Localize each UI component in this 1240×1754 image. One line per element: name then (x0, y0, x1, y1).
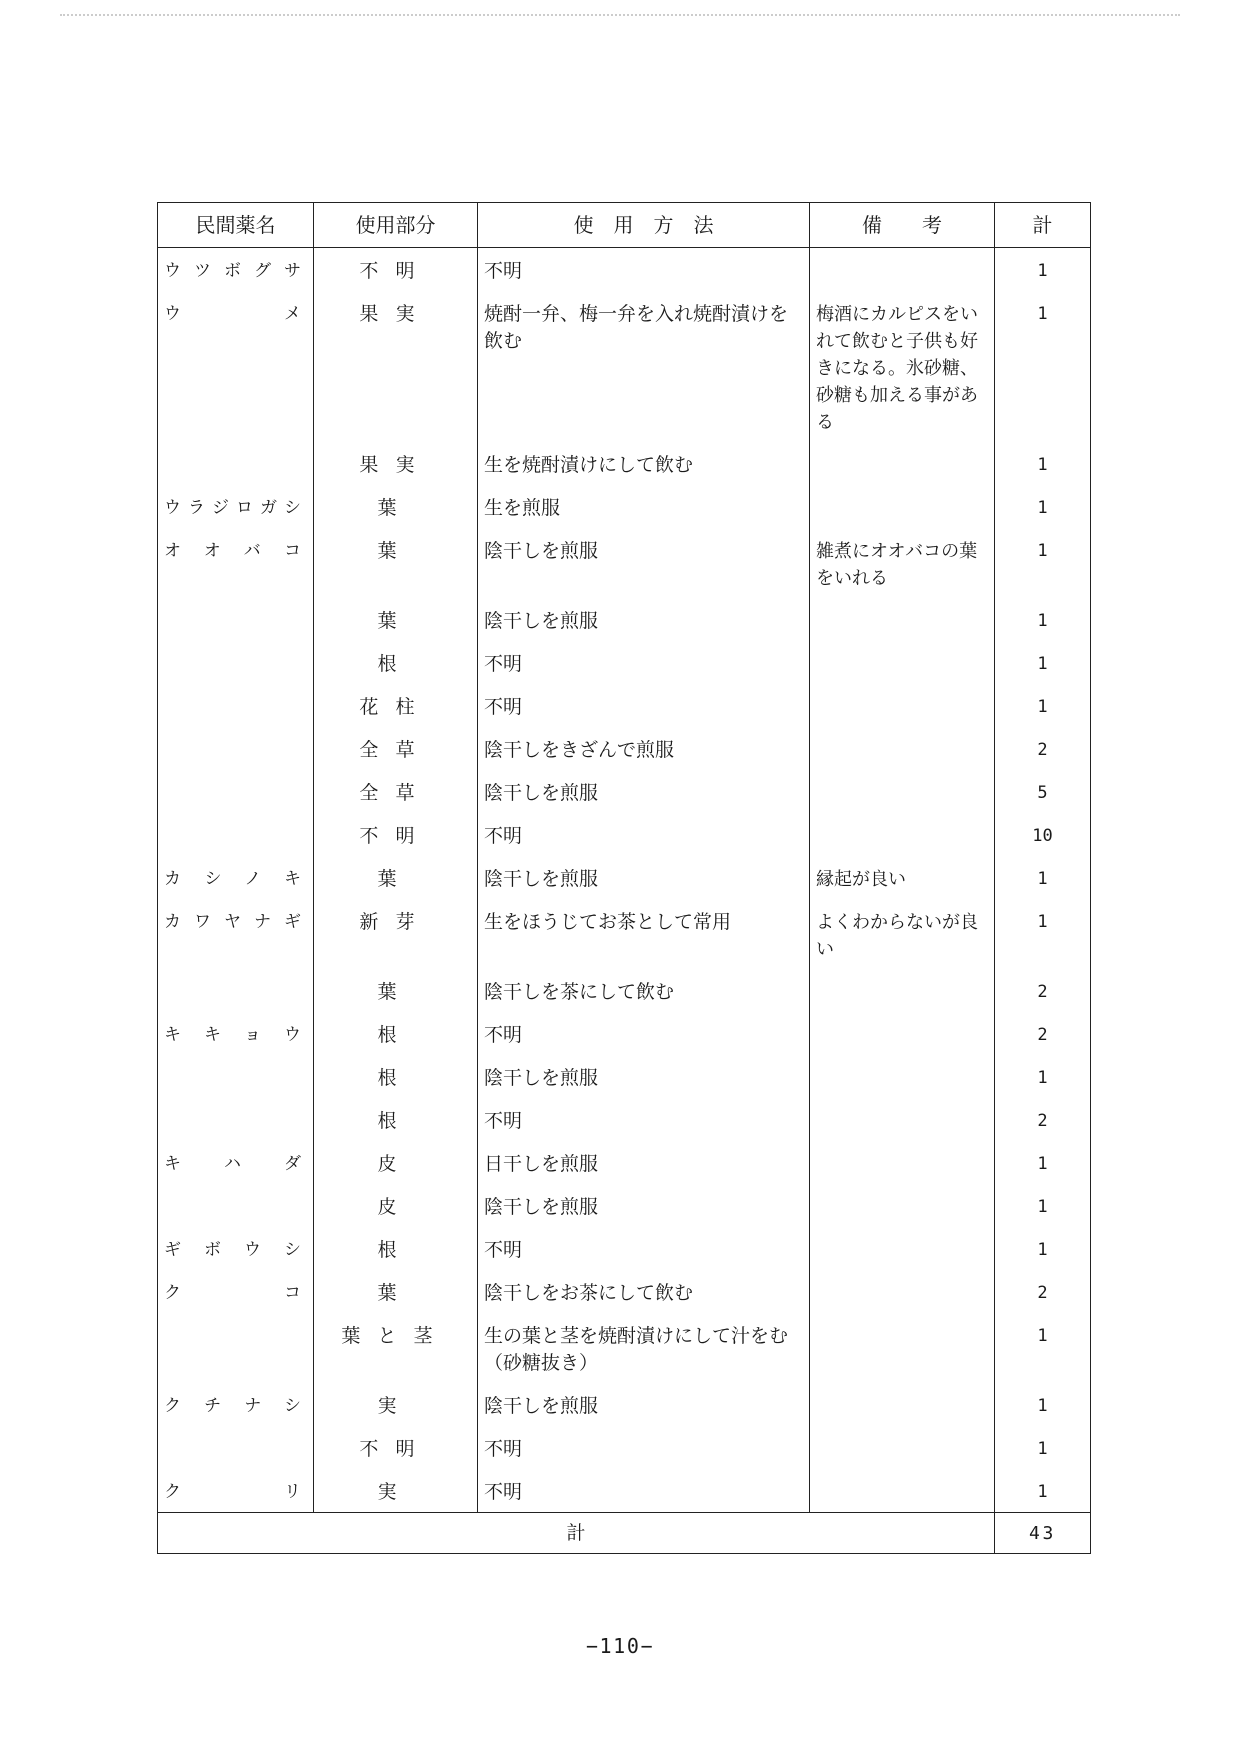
count-cell: 1 (995, 248, 1091, 292)
usage-method-cell: 不明 (478, 1098, 810, 1141)
table-row (158, 727, 1091, 770)
medicine-name-cell: カシノキ (158, 856, 314, 899)
part-used-cell: 果実 (314, 442, 478, 485)
part-used-cell: 不明 (314, 248, 478, 292)
usage-method-cell: 生を焼酎漬けにして飲む (478, 442, 810, 485)
table-row (158, 248, 1091, 292)
table-row (158, 1270, 1091, 1313)
medicine-name-cell: キキョウ (158, 1012, 314, 1055)
remarks-cell (810, 813, 995, 856)
part-used-cell: 根 (314, 1012, 478, 1055)
table-row (158, 1012, 1091, 1055)
part-used-cell: 葉 (314, 969, 478, 1012)
remarks-cell (810, 598, 995, 641)
medicine-name-cell: クチナシ (158, 1383, 314, 1426)
part-used-cell: 全草 (314, 727, 478, 770)
count-cell: 1 (995, 641, 1091, 684)
medicine-name-cell: ウメ (158, 291, 314, 442)
remarks-cell (810, 248, 995, 292)
medicine-name-cell: オオバコ (158, 528, 314, 598)
remarks-cell (810, 1383, 995, 1426)
part-used-cell: 不明 (314, 813, 478, 856)
medicine-name-cell (158, 1313, 314, 1383)
remarks-cell: 縁起が良い (810, 856, 995, 899)
medicine-name-cell (158, 641, 314, 684)
usage-method-cell: 不明 (478, 684, 810, 727)
table-row (158, 813, 1091, 856)
table-row (158, 684, 1091, 727)
table-body (158, 248, 1091, 1513)
remarks-cell (810, 1227, 995, 1270)
remarks-cell (810, 485, 995, 528)
part-used-cell: 根 (314, 1055, 478, 1098)
medicine-name-cell (158, 969, 314, 1012)
count-cell: 1 (995, 1426, 1091, 1469)
usage-method-cell: 陰干しを煎服 (478, 1055, 810, 1098)
usage-method-cell: 陰干しを煎服 (478, 1184, 810, 1227)
table-row (158, 1098, 1091, 1141)
part-used-cell: 葉 (314, 528, 478, 598)
page-number: −110− (585, 1634, 655, 1658)
remarks-cell (810, 1184, 995, 1227)
medicine-name-cell (158, 684, 314, 727)
medicine-name-cell (158, 1055, 314, 1098)
remarks-cell (810, 442, 995, 485)
table-row (158, 598, 1091, 641)
part-used-cell: 皮 (314, 1184, 478, 1227)
medicine-name-cell: カワヤナギ (158, 899, 314, 969)
part-used-cell: 葉 (314, 485, 478, 528)
folk-medicine-table (157, 202, 1091, 1554)
usage-method-cell: 不明 (478, 248, 810, 292)
remarks-cell (810, 1098, 995, 1141)
part-used-cell: 葉 (314, 856, 478, 899)
count-cell: 1 (995, 1227, 1091, 1270)
count-cell: 1 (995, 899, 1091, 969)
usage-method-cell: 不明 (478, 641, 810, 684)
remarks-cell (810, 727, 995, 770)
count-cell: 1 (995, 1055, 1091, 1098)
medicine-name-cell: クリ (158, 1469, 314, 1513)
part-used-cell: 皮 (314, 1141, 478, 1184)
remarks-cell (810, 641, 995, 684)
part-used-cell: 根 (314, 641, 478, 684)
count-cell: 1 (995, 1184, 1091, 1227)
table-row (158, 1227, 1091, 1270)
part-used-cell: 果実 (314, 291, 478, 442)
table-row (158, 442, 1091, 485)
count-cell: 2 (995, 1098, 1091, 1141)
part-used-cell: 新芽 (314, 899, 478, 969)
medicine-name-cell: クコ (158, 1270, 314, 1313)
table-row (158, 528, 1091, 598)
table-total-row (158, 1513, 1091, 1554)
usage-method-cell: 不明 (478, 1426, 810, 1469)
usage-method-cell: 生の葉と茎を焼酎漬けにして汁をむ（砂糖抜き） (478, 1313, 810, 1383)
usage-method-cell: 陰干しを煎服 (478, 598, 810, 641)
header-count: 計 (995, 203, 1091, 248)
part-used-cell: 葉 (314, 1270, 478, 1313)
remarks-cell (810, 1055, 995, 1098)
medicine-name-cell: ウラジロガシ (158, 485, 314, 528)
table-row (158, 1383, 1091, 1426)
part-used-cell: 葉と茎 (314, 1313, 478, 1383)
count-cell: 1 (995, 856, 1091, 899)
count-cell: 1 (995, 1469, 1091, 1513)
usage-method-cell: 陰干しを茶にして飲む (478, 969, 810, 1012)
table-row (158, 899, 1091, 969)
medicine-name-cell (158, 598, 314, 641)
table-row (158, 1469, 1091, 1513)
table-row (158, 969, 1091, 1012)
usage-method-cell: 焼酎一弁、梅一弁を入れ焼酎漬けを飲む (478, 291, 810, 442)
part-used-cell: 不明 (314, 1426, 478, 1469)
total-label: 計 (158, 1513, 995, 1554)
part-used-cell: 実 (314, 1469, 478, 1513)
usage-method-cell: 陰干しを煎服 (478, 528, 810, 598)
medicine-name-cell (158, 442, 314, 485)
table-row (158, 291, 1091, 442)
part-used-cell: 根 (314, 1227, 478, 1270)
count-cell: 1 (995, 684, 1091, 727)
usage-method-cell: 陰干しを煎服 (478, 770, 810, 813)
total-value: 43 (995, 1513, 1091, 1554)
count-cell: 2 (995, 969, 1091, 1012)
count-cell: 1 (995, 291, 1091, 442)
medicine-name-cell: キハダ (158, 1141, 314, 1184)
table-header-row (158, 203, 1091, 248)
medicine-name-cell (158, 1426, 314, 1469)
usage-method-cell: 不明 (478, 1227, 810, 1270)
usage-method-cell: 陰干しを煎服 (478, 1383, 810, 1426)
medicine-name-cell (158, 770, 314, 813)
remarks-cell: 雑煮にオオバコの葉をいれる (810, 528, 995, 598)
count-cell: 1 (995, 485, 1091, 528)
table-row (158, 856, 1091, 899)
usage-method-cell: 陰干しを煎服 (478, 856, 810, 899)
part-used-cell: 全草 (314, 770, 478, 813)
remarks-cell (810, 1270, 995, 1313)
count-cell: 1 (995, 442, 1091, 485)
part-used-cell: 花柱 (314, 684, 478, 727)
header-remarks: 備 考 (810, 203, 995, 248)
remarks-cell: よくわからないが良い (810, 899, 995, 969)
scan-artifact-line (60, 14, 1180, 24)
table-row (158, 770, 1091, 813)
part-used-cell: 実 (314, 1383, 478, 1426)
usage-method-cell: 不明 (478, 1012, 810, 1055)
medicine-name-cell (158, 727, 314, 770)
count-cell: 1 (995, 1383, 1091, 1426)
count-cell: 2 (995, 1270, 1091, 1313)
medicine-name-cell: ウツボグサ (158, 248, 314, 292)
medicine-name-cell (158, 1098, 314, 1141)
header-usage-method: 使 用 方 法 (478, 203, 810, 248)
remarks-cell (810, 1469, 995, 1513)
usage-method-cell: 生を煎服 (478, 485, 810, 528)
header-medicine-name: 民間薬名 (158, 203, 314, 248)
usage-method-cell: 陰干しをきざんで煎服 (478, 727, 810, 770)
table-row (158, 1426, 1091, 1469)
medicine-name-cell (158, 813, 314, 856)
usage-method-cell: 陰干しをお茶にして飲む (478, 1270, 810, 1313)
table-row (158, 1184, 1091, 1227)
remarks-cell (810, 770, 995, 813)
table-row (158, 1055, 1091, 1098)
count-cell: 2 (995, 727, 1091, 770)
usage-method-cell: 生をほうじてお茶として常用 (478, 899, 810, 969)
part-used-cell: 葉 (314, 598, 478, 641)
header-part-used: 使用部分 (314, 203, 478, 248)
count-cell: 1 (995, 1141, 1091, 1184)
table-row (158, 641, 1091, 684)
count-cell: 10 (995, 813, 1091, 856)
count-cell: 1 (995, 528, 1091, 598)
remarks-cell (810, 684, 995, 727)
remarks-cell (810, 1313, 995, 1383)
table-row (158, 1141, 1091, 1184)
remarks-cell (810, 1012, 995, 1055)
usage-method-cell: 不明 (478, 813, 810, 856)
medicine-name-cell: ギボウシ (158, 1227, 314, 1270)
remarks-cell (810, 1426, 995, 1469)
remarks-cell: 梅酒にカルピスをいれて飲むと子供も好きになる。氷砂糖、砂糖も加える事がある (810, 291, 995, 442)
count-cell: 5 (995, 770, 1091, 813)
usage-method-cell: 日干しを煎服 (478, 1141, 810, 1184)
count-cell: 1 (995, 598, 1091, 641)
part-used-cell: 根 (314, 1098, 478, 1141)
count-cell: 1 (995, 1313, 1091, 1383)
count-cell: 2 (995, 1012, 1091, 1055)
table-row (158, 485, 1091, 528)
remarks-cell (810, 969, 995, 1012)
usage-method-cell: 不明 (478, 1469, 810, 1513)
remarks-cell (810, 1141, 995, 1184)
medicine-name-cell (158, 1184, 314, 1227)
table-row (158, 1313, 1091, 1383)
